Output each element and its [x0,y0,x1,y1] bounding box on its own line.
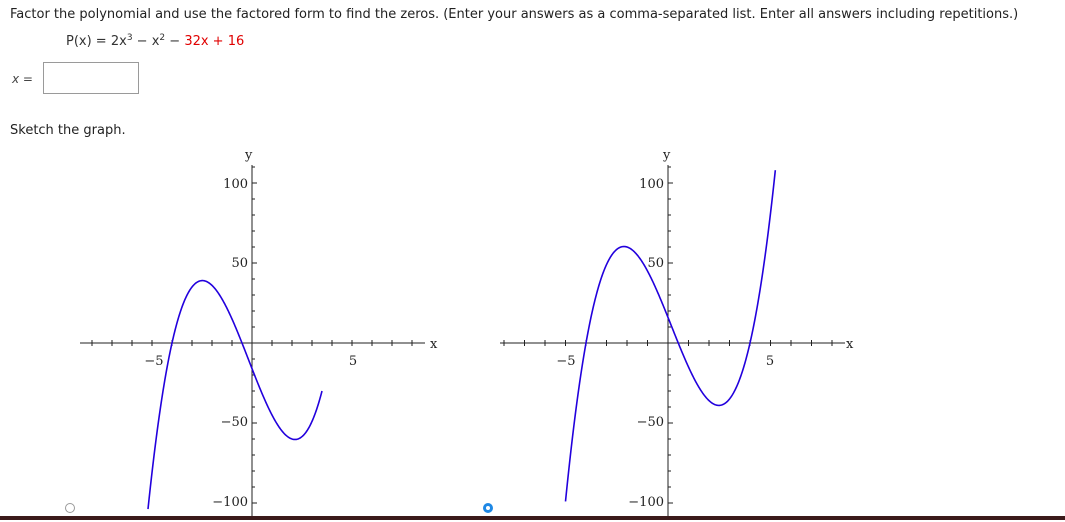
x-tick-label-5: 5 [765,354,775,369]
poly-minus2: − [165,34,185,49]
x-axis-label: x [430,337,438,352]
x-tick-label-5: 5 [348,354,358,369]
polynomial-expression [66,34,244,49]
y-tick-label-100: 100 [639,177,664,192]
x-axis-label: x [846,337,854,352]
y-axis-label: y [245,148,253,163]
y-tick-label-neg50: −50 [636,415,664,430]
poly-exp2: 2 [159,33,166,43]
poly-minus1: − x [132,34,160,49]
poly-prefix: P(x) = 2x [66,34,127,49]
poly-term3: 32x + 16 [184,34,245,49]
x-tick-label-neg5: −5 [556,354,576,369]
y-tick-label-neg50: −50 [220,415,248,430]
y-tick-label-100: 100 [223,177,248,192]
zeros-answer-input[interactable] [43,62,139,94]
radio-option-b[interactable] [483,503,493,513]
y-tick-label-neg100: −100 [212,495,248,510]
graph-option-a[interactable] [80,140,450,520]
y-axis-label: y [663,148,671,163]
poly-exp3: 3 [126,33,133,43]
graph-curve [566,170,776,501]
x-tick-label-neg5: −5 [144,354,164,369]
question-text: Factor the polynomial and use the factored form to find the zeros. (Enter your answers as a comma-separated list. Enter all answers including repetitions.) [10,7,1019,22]
graph-curve [148,281,322,509]
y-tick-label-50: 50 [647,256,664,271]
y-tick-label-neg100: −100 [628,495,664,510]
y-tick-label-50: 50 [231,256,248,271]
sketch-label: Sketch the graph. [10,123,126,138]
answer-label: x = [12,72,33,86]
graph-option-b[interactable] [500,140,870,520]
radio-option-a[interactable] [65,503,75,513]
bottom-divider [0,516,1065,520]
